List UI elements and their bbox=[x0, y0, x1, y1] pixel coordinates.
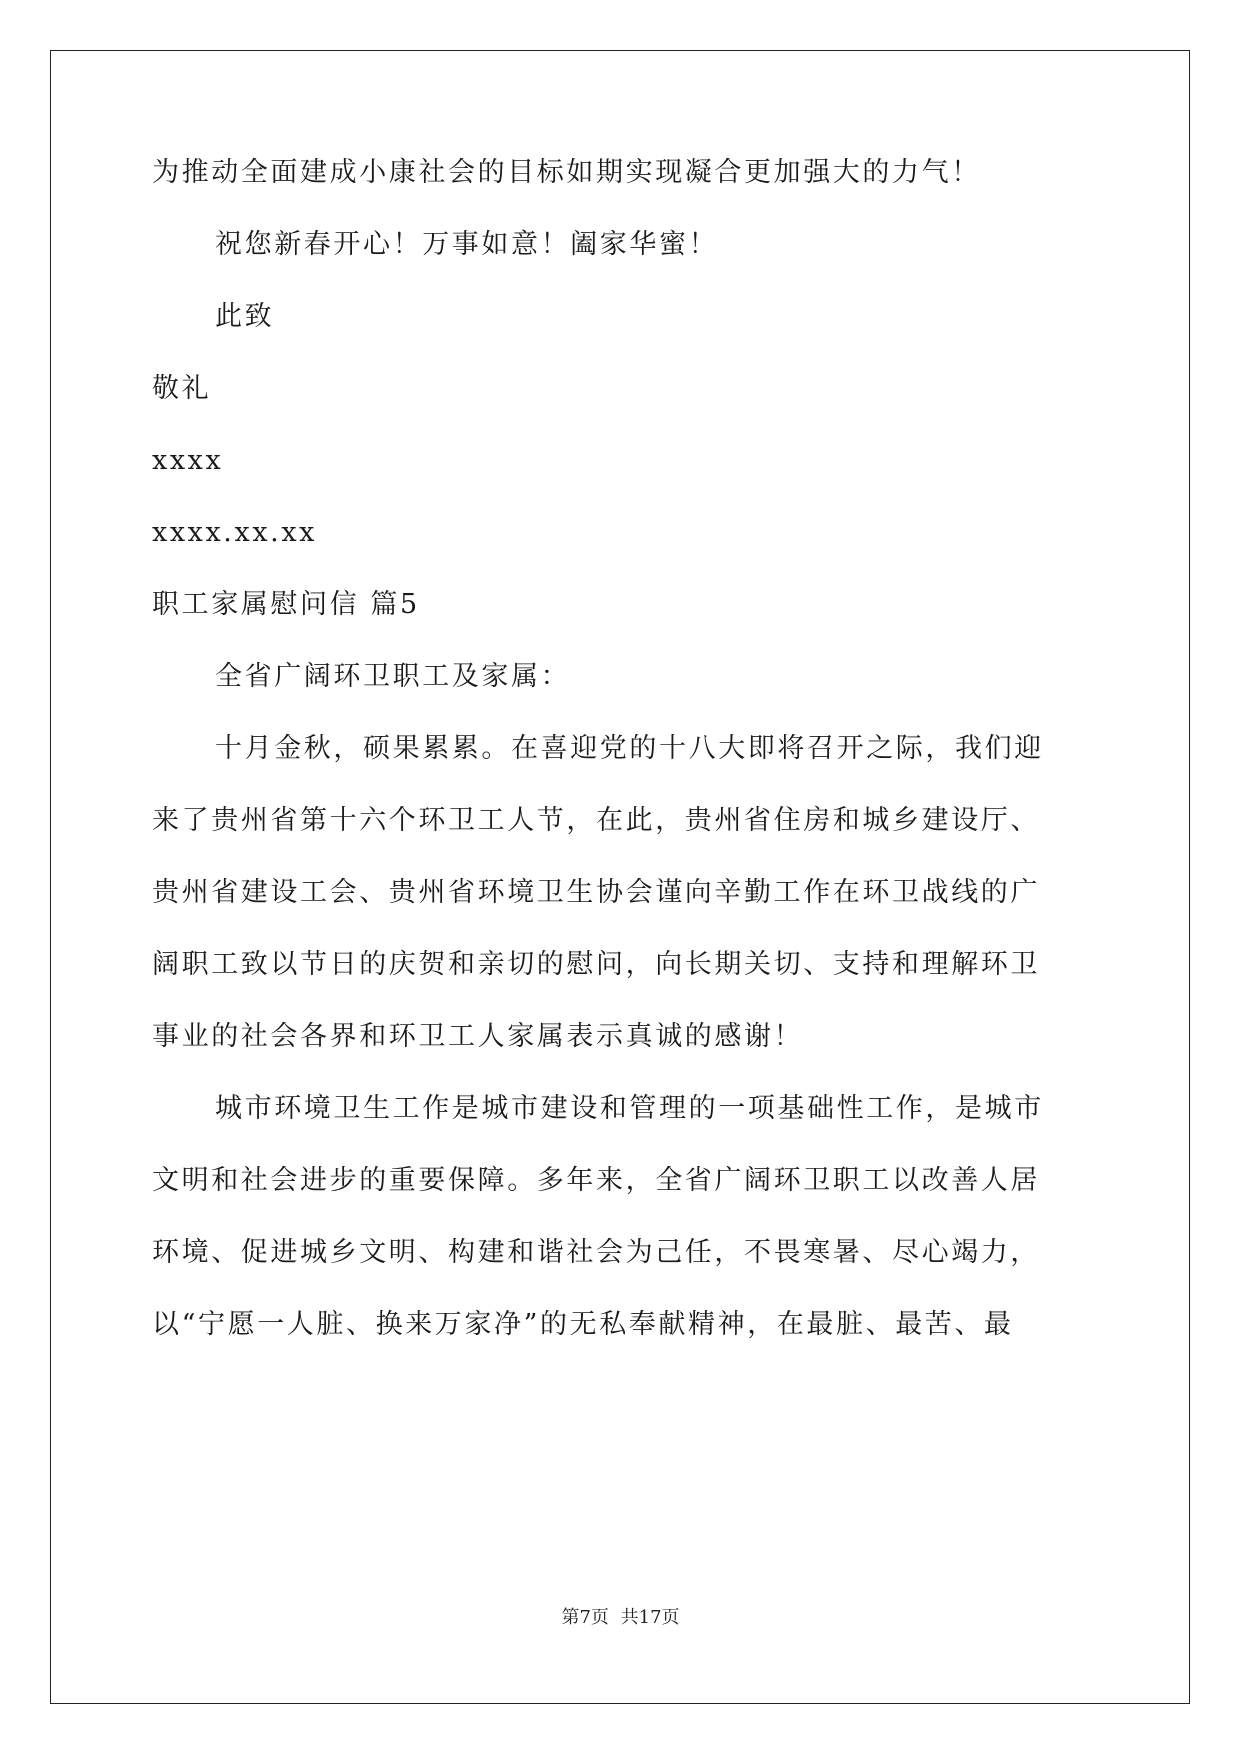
text-line: xxxx.xx.xx bbox=[152, 517, 317, 548]
section-heading: 职工家属慰问信 篇5 bbox=[152, 589, 420, 620]
text-line: 以“宁愿一人脏、换来万家净”的无私奉献精神，在最脏、最苦、最 bbox=[152, 1309, 1014, 1340]
text-line: 敬礼 bbox=[152, 373, 212, 404]
text-line: 贵州省建设工会、贵州省环境卫生协会谨向辛勤工作在环卫战线的广 bbox=[152, 877, 1040, 908]
text-line: 城市环境卫生工作是城市建设和管理的一项基础性工作，是城市 bbox=[215, 1093, 1044, 1124]
text-line: 祝您新春开心！万事如意！阖家华蜜！ bbox=[215, 229, 719, 260]
salutation: 全省广阔环卫职工及家属： bbox=[215, 661, 571, 692]
text-line: 阔职工致以节日的庆贺和亲切的慰问，向长期关切、支持和理解环卫 bbox=[152, 949, 1040, 980]
page-footer bbox=[0, 1606, 1241, 1630]
text-line: 为推动全面建成小康社会的目标如期实现凝合更加强大的力气！ bbox=[152, 157, 981, 188]
page-number: 第7页 bbox=[561, 1607, 609, 1628]
text-line: 环境、促进城乡文明、构建和谐社会为己任，不畏寒暑、尽心竭力， bbox=[152, 1237, 1040, 1268]
text-line: 文明和社会进步的重要保障。多年来，全省广阔环卫职工以改善人居 bbox=[152, 1165, 1040, 1196]
text-line: 此致 bbox=[215, 301, 275, 332]
text-line: 事业的社会各界和环卫工人家属表示真诚的感谢！ bbox=[152, 1021, 804, 1052]
text-line: xxxx bbox=[152, 445, 224, 476]
text-line: 十月金秋，硕果累累。在喜迎党的十八大即将召开之际，我们迎 bbox=[215, 733, 1044, 764]
page-total: 共17页 bbox=[620, 1607, 680, 1628]
text-line: 来了贵州省第十六个环卫工人节，在此，贵州省住房和城乡建设厅、 bbox=[152, 805, 1040, 836]
